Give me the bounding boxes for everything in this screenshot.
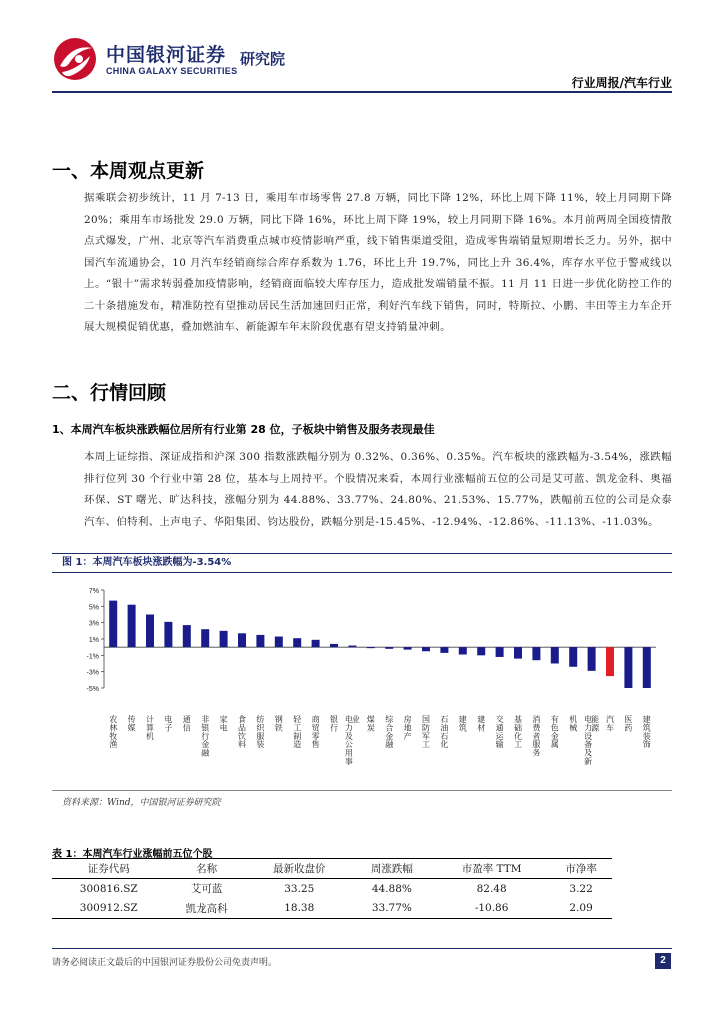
category-label: 钢铁: [274, 715, 283, 733]
category-label: 石油石化: [440, 715, 449, 750]
bar-计算机: [146, 615, 154, 648]
market-review-subheading: 1、本周汽车板块涨跌幅位居所有行业第 28 位，子板块中销售及服务表现最佳: [52, 423, 435, 436]
table-row: [52, 899, 612, 919]
y-tick-label: 5%: [88, 604, 99, 612]
bar-商贸零售: [312, 640, 320, 647]
category-label: 房地产: [403, 715, 412, 741]
bar-非银行金融: [201, 629, 209, 647]
category-label: 家电: [219, 715, 228, 733]
bar-建材: [477, 647, 485, 655]
header-close: 最新收盘价: [248, 859, 351, 879]
institute-label: 研究院: [240, 50, 286, 68]
bar-电力设备及新能源: [588, 647, 596, 671]
market-review-paragraph: 本周上证综指、深证成指和沪深 300 指数涨跌幅分别为 0.32%、0.36%、0.35%。汽车板块的涨跌幅为-3.54%，涨跌幅排行位列 30 个行业中第 28 位，基本与上周持平。个股情况来看，本周行业涨幅前五位的公司是艾可蓝、凯龙金科、奥福环保、ST 曙光、旷达科技，涨幅分别为 44.88%、33.77%、24.80%、21.53%、15.77%，跌幅前五位的公司是众泰汽车、伯特利、上声电子、华阳集团、钧达股份，跌幅分别是-15.45%、-12.94%、-12.86%、-11.13%、-11.03%。: [84, 451, 672, 528]
bar-基础化工: [514, 647, 522, 658]
cell-code: 300912.SZ: [52, 899, 166, 919]
y-tick-label: -5%: [86, 686, 99, 693]
category-label: 建材: [477, 715, 486, 733]
bar-石油石化: [440, 647, 448, 653]
table-row: [52, 879, 612, 899]
bar-电子: [164, 622, 172, 647]
cell-pe-ttm: 82.48: [476, 882, 507, 895]
bar-钢铁: [275, 637, 283, 648]
logo-english-name: CHINA GALAXY SECURITIES: [106, 66, 238, 76]
table-header-row: [52, 859, 612, 879]
category-label: 计算机: [146, 715, 154, 741]
bar-国防军工: [422, 647, 430, 651]
category-label: 建筑: [458, 715, 467, 733]
cell-name: 艾可蓝: [190, 883, 223, 896]
category-label: 电力设备及新能源: [584, 715, 600, 766]
category-label: 综合金融: [385, 715, 394, 750]
report-type: 行业周报/汽车行业: [571, 76, 672, 90]
bar-建筑装饰: [643, 647, 651, 688]
cell-weekly-change: 44.88%: [371, 882, 412, 895]
cell-pb: 2.09: [550, 899, 612, 919]
category-label: 传媒: [127, 715, 136, 733]
category-label: 纺织服装: [256, 715, 265, 750]
page-header: [52, 36, 672, 90]
header-pe-ttm: 市盈率 TTM: [433, 859, 550, 879]
category-label: 基础化工: [514, 715, 522, 750]
category-label: 医药: [624, 715, 633, 733]
bar-汽车: [606, 647, 614, 676]
bar-电力及公用事业: [348, 646, 356, 648]
category-label: 电力及公用事业: [344, 715, 360, 766]
category-label: 汽车: [606, 715, 614, 733]
y-tick-label: 3%: [88, 620, 99, 628]
category-label: 煤炭: [366, 715, 375, 733]
bar-银行: [330, 644, 338, 647]
y-tick-label: -1%: [86, 653, 99, 661]
galaxy-logo-icon: [52, 36, 98, 82]
bar-消费者服务: [532, 647, 540, 660]
y-tick-label: -3%: [86, 669, 99, 677]
bar-通信: [183, 625, 191, 647]
disclaimer-text: 请务必阅读正文最后的中国银河证券股份公司免责声明。: [52, 958, 278, 968]
cell-close: 33.25: [284, 882, 315, 895]
bar-农林牧渔: [109, 601, 117, 648]
bar-房地产: [404, 647, 412, 649]
category-label: 交通运输: [495, 715, 504, 750]
bar-综合金融: [385, 647, 393, 649]
page-number: 2: [655, 953, 671, 969]
category-label: 轻工制造: [293, 715, 302, 750]
y-tick-label: 1%: [88, 637, 99, 644]
category-label: 农林牧渔: [109, 715, 118, 750]
category-label: 有色金属: [550, 715, 559, 750]
header-code: 证券代码: [52, 859, 166, 879]
header-pb: 市净率: [550, 859, 612, 879]
cell-weekly-change: 33.77%: [351, 899, 433, 919]
cell-code: 300816.SZ: [79, 882, 138, 895]
sector-returns-chart: [52, 576, 672, 788]
section-title-market-review: 二、行情回顾: [52, 382, 167, 404]
cell-name: 凯龙高科: [166, 899, 248, 919]
header-name: 名称: [166, 859, 248, 879]
bar-建筑: [459, 647, 467, 654]
category-label: 电子: [164, 715, 173, 733]
chart-svg: [52, 576, 672, 788]
bar-交通运输: [496, 647, 504, 657]
bar-有色金属: [551, 647, 559, 663]
header-weekly-change: 周涨跌幅: [351, 859, 433, 879]
cell-pe-ttm: -10.86: [433, 899, 550, 919]
category-label: 消费者服务: [532, 715, 541, 758]
category-label: 食品饮料: [238, 715, 246, 750]
bar-医药: [624, 647, 632, 688]
bar-传媒: [128, 605, 136, 647]
top-gainers-table: [52, 858, 612, 919]
bar-轻工制造: [293, 638, 301, 647]
logo-chinese-name: 中国银河证券: [106, 44, 227, 66]
footer-divider: [52, 948, 672, 949]
header-divider: [52, 91, 672, 93]
section-title-outlook: 一、本周观点更新: [52, 160, 205, 182]
category-label: 通信: [182, 715, 191, 733]
category-label: 商贸零售: [311, 715, 320, 750]
table-title: 表 1：本周汽车行业涨幅前五位个股: [52, 849, 213, 860]
figure-title: 图 1：本周汽车板块涨跌幅为-3.54%: [52, 553, 672, 573]
bar-家电: [220, 631, 228, 647]
bar-纺织服装: [256, 635, 264, 647]
y-tick-label: 7%: [88, 588, 99, 595]
bar-食品饮料: [238, 633, 246, 647]
cell-close: 18.38: [248, 899, 351, 919]
category-label: 机械: [569, 715, 578, 733]
category-label: 银行: [330, 715, 338, 733]
figure-source: 资料来源：Wind，中国银河证券研究院: [52, 790, 672, 808]
outlook-paragraph: 据乘联会初步统计，11 月 7-13 日，乘用车市场零售 27.8 万辆，同比下降 12%，环比上周下降 11%，较上月同期下降 20%；乘用车市场批发 29.0 万辆，同比下降 16%，环比上周下降 19%，较上月同期下降 16%。本月前两周全国疫情散点式爆发，广州、北京等汽车消费重点城市疫情影响严重，线下销售渠道受阻，造成零售端销量短期增长乏力。另外，据中国汽车流通协会，10 月汽车经销商综合库存系数为 1.76，环比上升 19.7%，同比上升 36.4%，库存水平位于警戒线以上。“银十”需求转弱叠加疫情影响，经销商面临较大库存压力，造成批发端销量不振。11 月 11 日进一步优化防控工作的二十条措施发布，精准防控有望推动居民生活加速回归正常，利好汽车线下销售，同时，特斯拉、小鹏、丰田等主力车企开展大规模促销优惠，叠加燃油车、新能源车年末阶段优惠有望支持销量冲刺。: [84, 192, 672, 333]
category-label: 非银行金融: [201, 715, 210, 758]
cell-pb: 3.22: [569, 882, 593, 895]
bar-机械: [569, 647, 577, 667]
bar-煤炭: [367, 647, 375, 648]
category-label: 建筑装饰: [642, 715, 651, 750]
category-label: 国防军工: [422, 715, 430, 750]
